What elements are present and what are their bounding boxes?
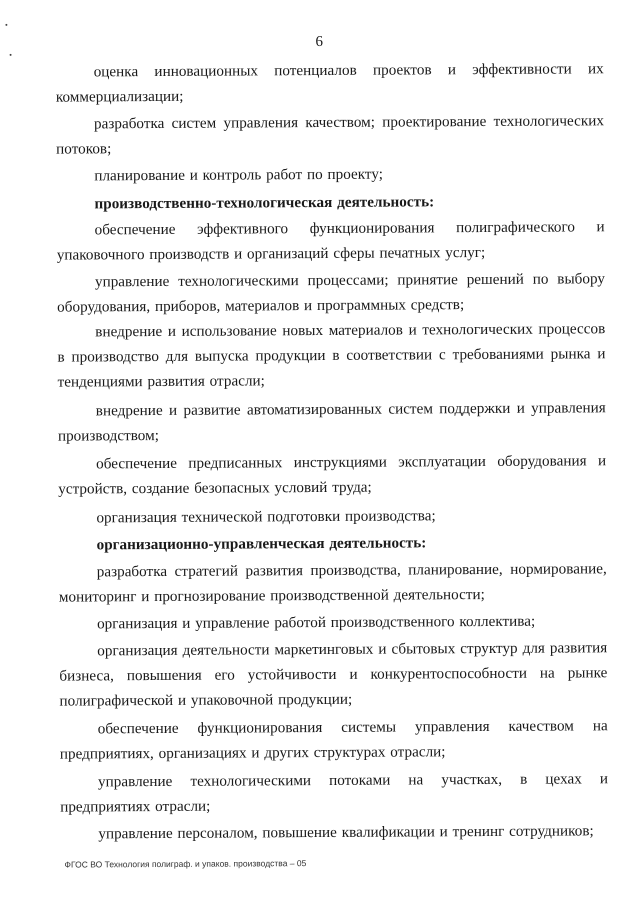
paragraph-marketing-structures: организация деятельности маркетинговых и сбытовых структур для развития бизнеса, повышения его устойчивости и конкурентоспособности на рынке полиграфической и упаковочной продукции; [59, 639, 608, 710]
heading-production-technological: производственно-технологическая деятельность: [94, 193, 435, 213]
page-number: 6 [315, 33, 324, 51]
paragraph-team-management: организация и управление работой производственного коллектива; [97, 612, 536, 633]
paragraph-automated-systems: внедрение и развитие автоматизированных систем поддержки и управления производством; [57, 399, 606, 445]
paragraph-efficient-functioning: обеспечение эффективного функционирования полиграфического и упаковочного производств и организаций сферы печатных услуг; [56, 218, 605, 264]
paragraph-flow-management: управление технологическими потоками на участках, в цехах и предприятиях отрасли; [60, 770, 609, 816]
paragraph-strategy-development: разработка стратегий развития производства, планирование, нормирование, мониторинг и прогнозирование производственной деятельности; [58, 560, 607, 606]
paragraph-quality-systems: разработка систем управления качеством; проектирование технологических потоков; [56, 112, 605, 158]
paragraph-new-materials: внедрение и использование новых материалов и технологических процессов в производство для выпуска продукции в соответствии с требованиями рынка и тенденциями развития отрасли; [57, 320, 606, 391]
paragraph-planning-control: планирование и контроль работ по проекту; [94, 165, 384, 185]
heading-organizational-managerial: организационно-управленческая деятельность: [96, 534, 427, 554]
paragraph-personnel-management: управление персоналом, повышение квалификации и тренинг сотрудников; [98, 822, 594, 843]
scan-speck [5, 24, 7, 26]
document-footer: ФГОС ВО Технология полиграф. и упаков. производства – 05 [64, 858, 307, 870]
paragraph-quality-functioning: обеспечение функционирования системы управления качеством на предприятиях, организациях и других структурах отрасли; [59, 717, 608, 763]
paragraph-innovation-assessment: оценка инновационных потенциалов проектов и эффективности их коммерциализации; [55, 60, 604, 106]
paragraph-technical-preparation: организация технической подготовки производства; [96, 507, 436, 527]
paragraph-process-management: управление технологическими процессами; принятие решений по выбору оборудования, приборов, материалов и программных средств; [57, 270, 606, 316]
scan-speck [10, 54, 12, 56]
paragraph-safe-conditions: обеспечение предписанных инструкциями эксплуатации оборудования и устройств, создание безопасных условий труда; [58, 452, 607, 498]
